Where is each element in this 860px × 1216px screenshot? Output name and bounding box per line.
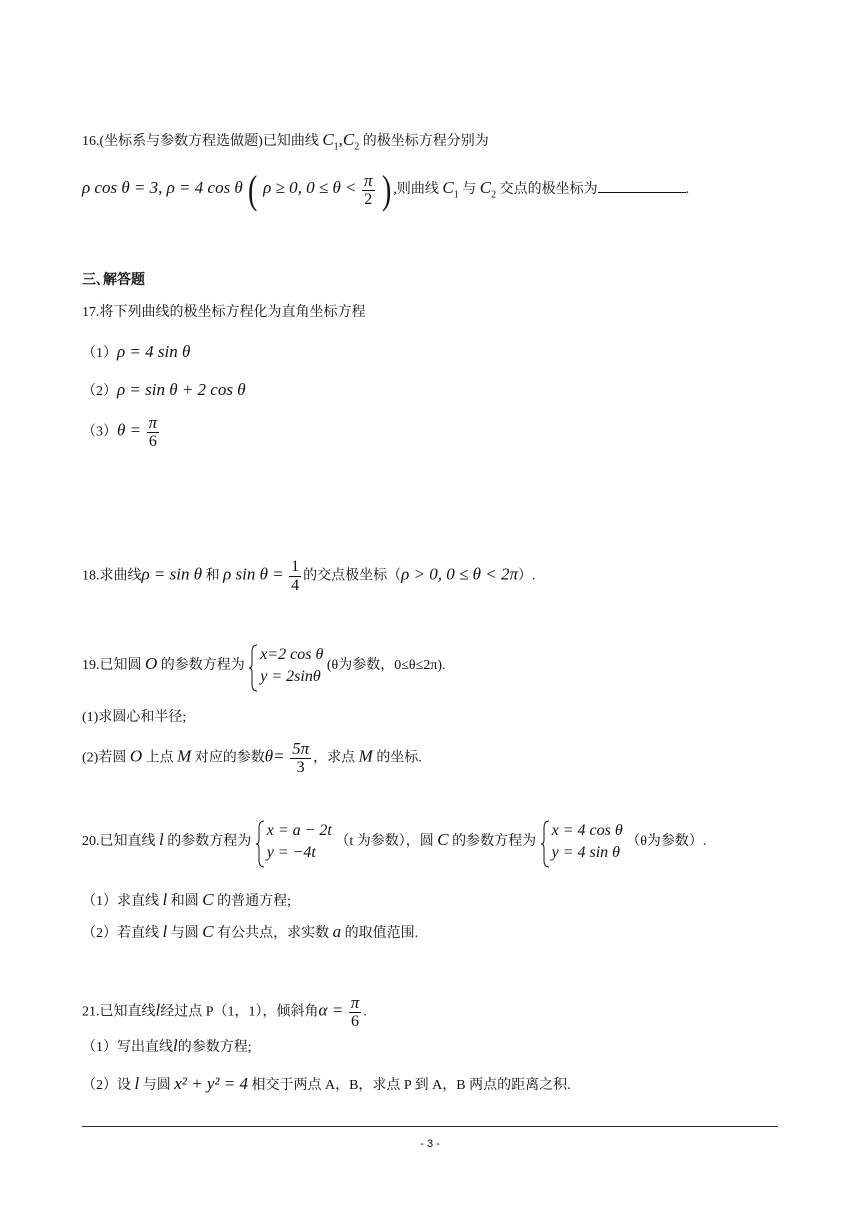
q20-item2: （2）若直线 l 与圆 C 有公共点，求实数 a 的取值范围. <box>82 922 419 941</box>
q20-line: 20.已知直线 l 的参数方程为 x = a − 2t y = −4t （t 为参数），圆 C 的参数方程为 x = 4 cos θ y = 4 sin θ （θ为参数）. <box>82 820 706 864</box>
q17-item3: （3）θ = $\frac{\pi}{6}$ <box>82 413 158 450</box>
q17-item1: （1）ρ = 4 sin θ <box>82 342 191 361</box>
page-number: - 3 - <box>420 1138 440 1150</box>
q19-line: 19.已知圆 O 的参数方程为 x=2 cos θ y = 2sinθ (θ为参数，0≤θ≤2π). <box>82 644 446 688</box>
q21-item1: （1）写出直线l的参数方程; <box>82 1036 252 1055</box>
q16-fraction: $\frac{\pi}{2}$ <box>364 170 373 208</box>
section-title: 三､解答题 <box>82 272 145 288</box>
q16-eq-lead: ρ cos θ = 3, ρ = 4 cos θ <box>82 178 243 198</box>
q21-item2: （2）设 l 与圆 x² + y² = 4 相交于两点 A，B，求点 P 到 A，B 两点的距离之积. <box>82 1074 571 1093</box>
q21-line: 21.已知直线l经过点 P（1，1），倾斜角α = $\frac{\pi}{6}$ . <box>82 993 367 1030</box>
q19-item2: (2)若圆 O 上点 M 对应的参数θ= $\frac{5\pi}{3}$ ，求点 M 的坐标. <box>82 739 422 776</box>
q19-item1: (1)求圆心和半径; <box>82 710 187 725</box>
q16-line1: 16.(坐标系与参数方程选做题)已知曲线 $C_1,C_2$ 的极坐标方程分别为 <box>82 130 489 153</box>
footer-divider <box>82 1126 778 1127</box>
q17-title: 17.将下列曲线的极坐标方程化为直角坐标方程 <box>82 305 366 320</box>
q19-system: x=2 cos θ y = 2sinθ <box>248 644 323 688</box>
q17-item2: （2）ρ = sin θ + 2 cos θ <box>82 380 246 399</box>
q20-item1: （1）求直线 l 和圆 C 的普通方程; <box>82 890 291 909</box>
answer-blank[interactable] <box>598 178 686 193</box>
c1-symbol: $C_1,C_2$ <box>322 130 360 153</box>
q18-line: 18.求曲线ρ = sin θ 和 ρ sin θ = $\frac{1}{4}$ 的交点极坐标（ρ > 0, 0 ≤ θ < 2π）. <box>82 558 536 594</box>
q20-system-line: x = a − 2t y = −4t <box>255 820 332 864</box>
q16-line2: ρ cos θ = 3, ρ = 4 cos θ ( ρ ≥ 0, 0 ≤ θ < $\frac{\pi}{2}$ ) ,则曲线 $C_1$ 与 $C_2$ 交点的极坐标为 . <box>82 167 690 212</box>
q16-cond: ρ ≥ 0, 0 ≤ θ < <box>263 178 357 198</box>
q20-system-circle: x = 4 cos θ y = 4 sin θ <box>540 820 623 864</box>
